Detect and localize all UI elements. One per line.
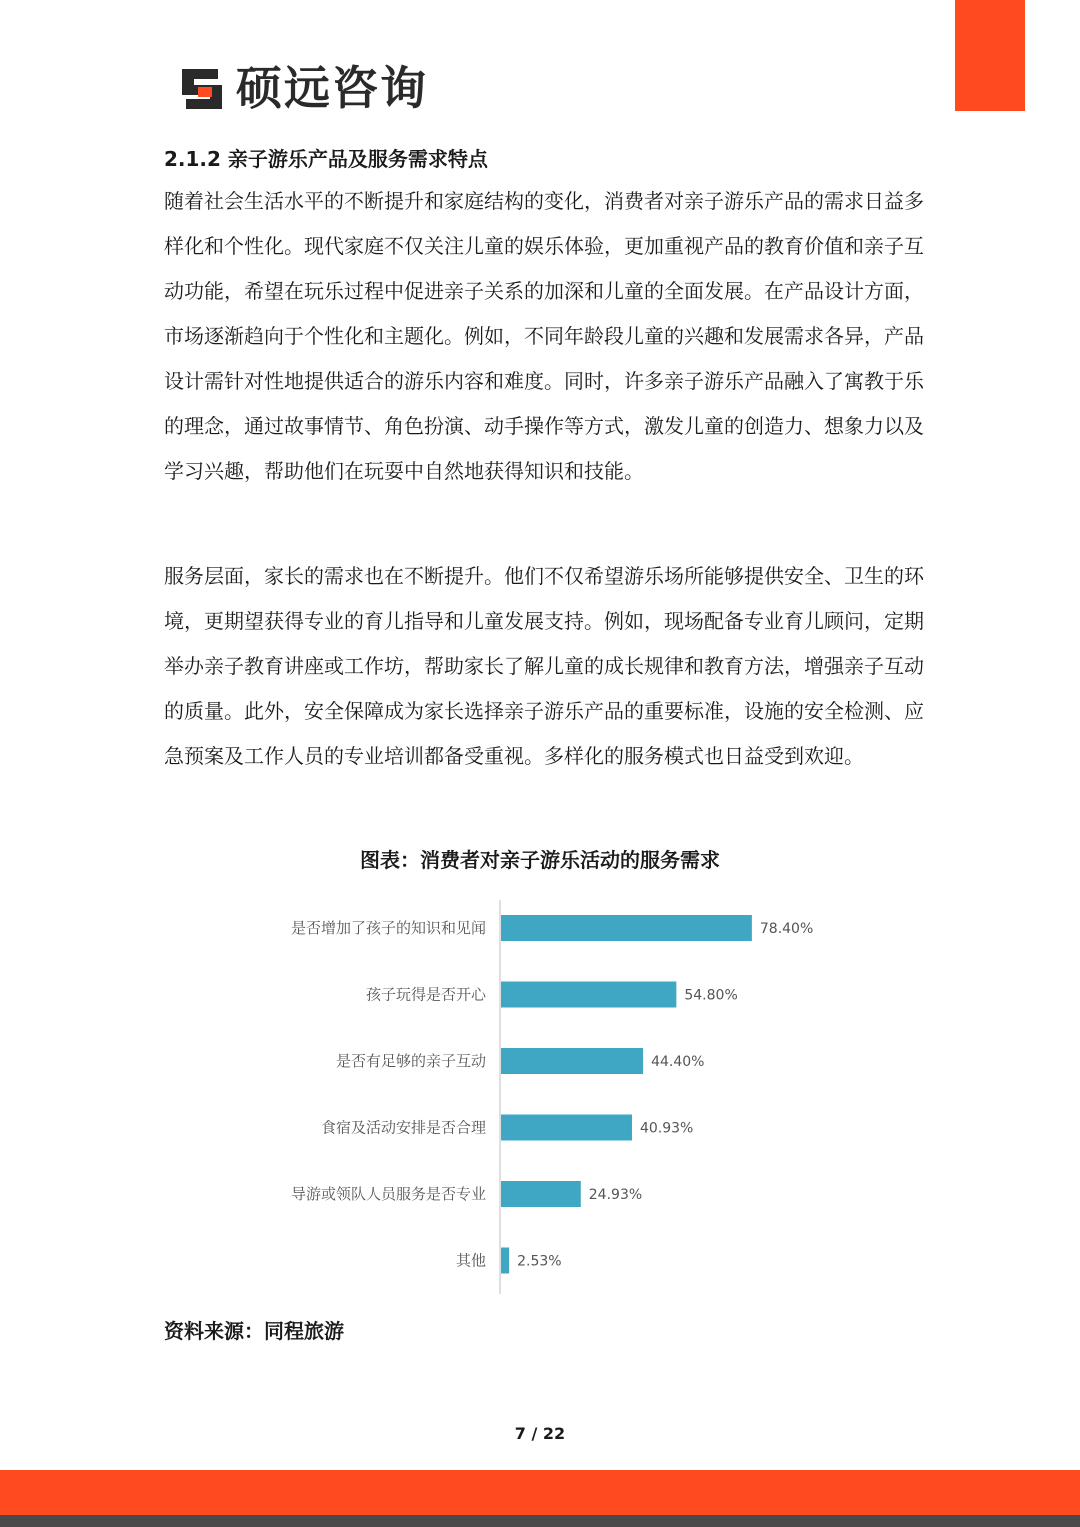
- brand-name: 硕远咨询: [236, 61, 428, 115]
- chart-title: 图表：消费者对亲子游乐活动的服务需求: [360, 848, 720, 872]
- chart-category-label: 其他: [455, 1251, 486, 1270]
- chart-value-label: 78.40%: [759, 921, 814, 937]
- chart-category-label: 孩子玩得是否开心: [365, 985, 486, 1004]
- chart-bar: [501, 1248, 509, 1274]
- body-paragraph-2: 服务层面，家长的需求也在不断提升。他们不仅希望游乐场所能够提供安全、卫生的环境，更期望获得专业的育儿指导和儿童发展支持。例如，现场配备专业育儿顾问，定期举办亲子教育讲座或工作坊，帮助家长了解儿童的成长规律和教育方法，增强亲子互动的质量。此外，安全保障成为家长选择亲子游乐产品的重要标准，设施的安全检测、应急预案及工作人员的专业培训都备受重视。多样化的服务模式也日益受到欢迎。: [164, 564, 924, 768]
- footer-strip: [0, 1515, 1080, 1527]
- body-paragraph-1: 随着社会生活水平的不断提升和家庭结构的变化，消费者对亲子游乐产品的需求日益多样化和个性化。现代家庭不仅关注儿童的娱乐体验，更加重视产品的教育价值和亲子互动功能，希望在玩乐过程中促进亲子关系的加深和儿童的全面发展。在产品设计方面，市场逐渐趋向于个性化和主题化。例如，不同年龄段儿童的兴趣和发展需求各异，产品设计需针对性地提供适合的游乐内容和难度。同时，许多亲子游乐产品融入了寓教于乐的理念，通过故事情节、角色扮演、动手操作等方式，激发儿童的创造力、想象力以及学习兴趣，帮助他们在玩耍中自然地获得知识和技能。: [164, 189, 924, 483]
- chart-value-label: 40.93%: [639, 1120, 694, 1137]
- brand-logo-mark-icon: [178, 63, 228, 113]
- page-number: 7 / 22: [514, 1424, 566, 1443]
- chart-bar: [501, 915, 752, 941]
- chart-value-label: 2.53%: [517, 1253, 562, 1270]
- corner-accent-block: [955, 0, 1025, 111]
- service-demand-bar-chart: [200, 895, 880, 1295]
- chart-category-label: 是否有足够的亲子互动: [335, 1052, 486, 1070]
- brand-logo: [178, 58, 428, 118]
- chart-category-label: 食宿及活动安排是否合理: [320, 1118, 486, 1137]
- chart-value-label: 54.80%: [684, 987, 738, 1004]
- section-heading: 2.1.2 亲子游乐产品及服务需求特点: [164, 147, 488, 171]
- chart-value-label: 44.40%: [651, 1054, 705, 1070]
- chart-bar: [501, 1181, 581, 1207]
- chart-value-label: 24.93%: [588, 1187, 643, 1203]
- chart-category-label: 是否增加了孩子的知识和见闻: [290, 919, 486, 937]
- chart-bar: [501, 982, 676, 1008]
- chart-bar: [501, 1115, 632, 1141]
- footer-band: [0, 1470, 1080, 1515]
- chart-category-label: 导游或领队人员服务是否专业: [290, 1185, 486, 1203]
- source-note: 资料来源：同程旅游: [164, 1319, 344, 1343]
- chart-bar: [501, 1048, 643, 1074]
